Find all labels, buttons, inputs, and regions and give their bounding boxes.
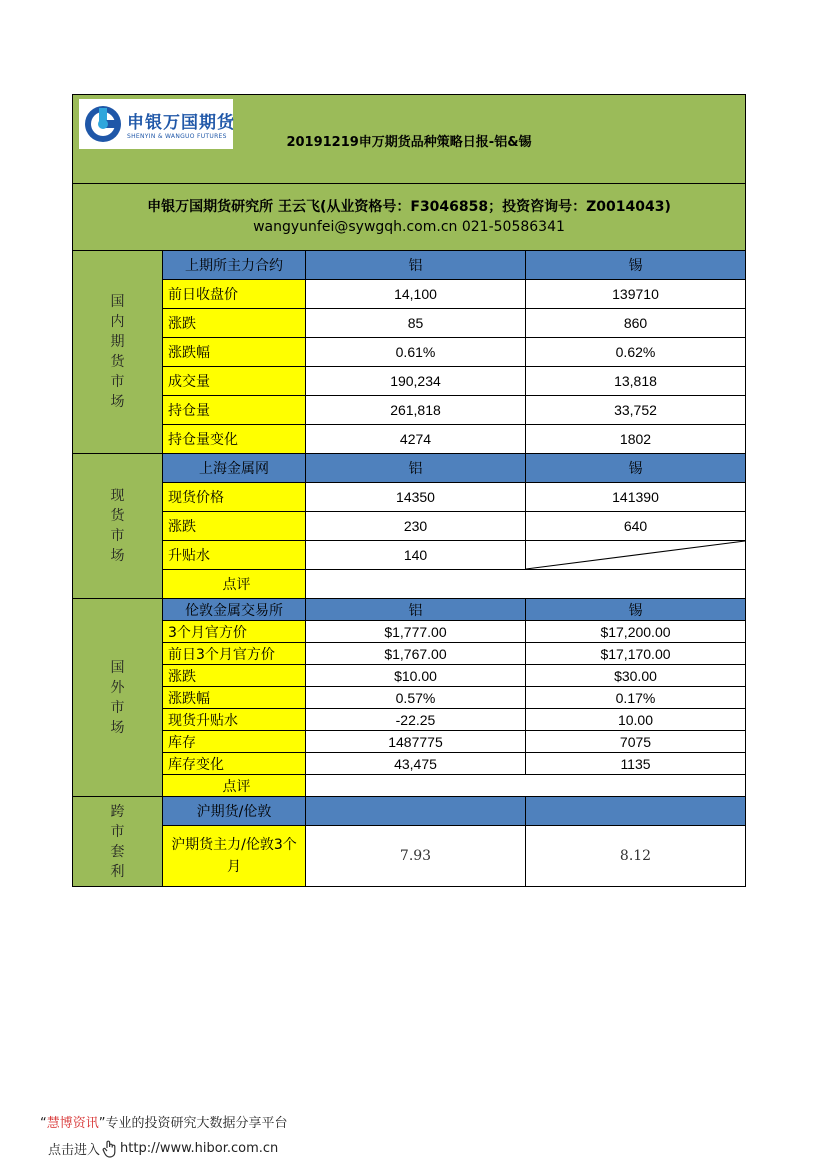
domestic-header-al: 铝 [306, 251, 526, 280]
value-sn-empty [526, 541, 746, 570]
row-label: 沪期货主力/伦敦3个月 [163, 826, 306, 887]
row-label: 库存变化 [163, 753, 306, 775]
domestic-header-row [73, 251, 746, 280]
table-row [73, 309, 746, 338]
value-sn: 0.62% [526, 338, 746, 367]
domestic-section-label: 国 内 期 货 市 场 [73, 251, 163, 454]
table-row [73, 753, 746, 775]
logo-text-cn: 申银万国期货 [127, 113, 235, 133]
report-title: 20191219申万期货品种策略日报-铝&锡 [286, 135, 532, 150]
table-row [73, 541, 746, 570]
value-al: 140 [306, 541, 526, 570]
row-label: 持仓量变化 [163, 425, 306, 454]
table-row [73, 709, 746, 731]
row-label: 涨跌 [163, 309, 306, 338]
footer-link-line[interactable] [48, 1139, 288, 1158]
table-row [73, 512, 746, 541]
value-al: 85 [306, 309, 526, 338]
table-row [73, 396, 746, 425]
value-sn: 1802 [526, 425, 746, 454]
value-al: 14350 [306, 483, 526, 512]
table-row [73, 280, 746, 309]
footer-slogan-line [40, 1112, 288, 1131]
row-label: 升贴水 [163, 541, 306, 570]
footer-brand: 慧博资讯 [46, 1116, 99, 1131]
value-al: 261,818 [306, 396, 526, 425]
table-row [73, 483, 746, 512]
comment-label: 点评 [163, 570, 306, 599]
value-al: $10.00 [306, 665, 526, 687]
value-sn: 139710 [526, 280, 746, 309]
logo-text-en: SHENYIN & WANGUO FUTURES [127, 133, 227, 140]
strategy-report-table [72, 94, 746, 887]
arbitrage-header-al [306, 797, 526, 826]
value-sn: 13,818 [526, 367, 746, 396]
table-row [73, 367, 746, 396]
value-sn: 7075 [526, 731, 746, 753]
pointer-hand-icon[interactable] [102, 1140, 118, 1158]
value-sn: 640 [526, 512, 746, 541]
author-line: 申银万国期货研究所 王云飞(从业资格号：F3046858；投资咨询号：Z0014043) [147, 199, 671, 215]
footer [40, 1112, 288, 1158]
value-sn: 10.00 [526, 709, 746, 731]
value-sn: 141390 [526, 483, 746, 512]
spot-section-label: 现 货 市 场 [73, 454, 163, 599]
spot-header-source: 上海金属网 [163, 454, 306, 483]
row-label: 涨跌 [163, 512, 306, 541]
row-label: 成交量 [163, 367, 306, 396]
row-label: 库存 [163, 731, 306, 753]
spot-comment-row [73, 570, 746, 599]
row-label: 前日收盘价 [163, 280, 306, 309]
footer-url-link[interactable]: http://www.hibor.com.cn [120, 1141, 279, 1156]
row-label: 持仓量 [163, 396, 306, 425]
row-label: 现货价格 [163, 483, 306, 512]
domestic-header-exchange: 上期所主力合约 [163, 251, 306, 280]
value-sn: 0.17% [526, 687, 746, 709]
value-al: 0.61% [306, 338, 526, 367]
domestic-header-sn: 锡 [526, 251, 746, 280]
value-al: 230 [306, 512, 526, 541]
arbitrage-header-label: 沪期货/伦敦 [163, 797, 306, 826]
spot-header-row [73, 454, 746, 483]
value-sn: 8.12 [526, 826, 746, 887]
foreign-header-exchange: 伦敦金属交易所 [163, 599, 306, 621]
author-info-cell [73, 184, 746, 251]
row-label: 涨跌幅 [163, 338, 306, 367]
row-label: 前日3个月官方价 [163, 643, 306, 665]
value-sn: 33,752 [526, 396, 746, 425]
value-al: 7.93 [306, 826, 526, 887]
arbitrage-section-label: 跨 市 套 利 [73, 797, 163, 887]
author-info-row [73, 184, 746, 251]
row-label: 3个月官方价 [163, 621, 306, 643]
value-al: $1,777.00 [306, 621, 526, 643]
foreign-header-row [73, 599, 746, 621]
diagonal-strike [526, 541, 745, 569]
value-al: 4274 [306, 425, 526, 454]
value-al: 14,100 [306, 280, 526, 309]
table-row [73, 687, 746, 709]
title-row [73, 95, 746, 184]
row-label: 现货升贴水 [163, 709, 306, 731]
row-label: 涨跌 [163, 665, 306, 687]
foreign-section-label: 国 外 市 场 [73, 599, 163, 797]
quote-open: “ [40, 1116, 47, 1131]
comment-label: 点评 [163, 775, 306, 797]
table-row [73, 621, 746, 643]
foreign-comment-row [73, 775, 746, 797]
footer-slogan: 专业的投资研究大数据分享平台 [105, 1116, 288, 1131]
foreign-comment [306, 775, 746, 797]
value-al: -22.25 [306, 709, 526, 731]
footer-enter-text[interactable]: 点击进入 [48, 1143, 101, 1158]
table-row [73, 338, 746, 367]
arbitrage-header-row [73, 797, 746, 826]
table-row [73, 425, 746, 454]
table-row [73, 826, 746, 887]
value-al: 0.57% [306, 687, 526, 709]
table-row [73, 665, 746, 687]
value-sn: $17,200.00 [526, 621, 746, 643]
value-sn: $17,170.00 [526, 643, 746, 665]
foreign-header-al: 铝 [306, 599, 526, 621]
foreign-header-sn: 锡 [526, 599, 746, 621]
value-sn: 860 [526, 309, 746, 338]
spot-header-sn: 锡 [526, 454, 746, 483]
value-sn: $30.00 [526, 665, 746, 687]
table-row [73, 731, 746, 753]
arbitrage-header-sn [526, 797, 746, 826]
contact-line: wangyunfei@sywgqh.com.cn 021-50586341 [253, 219, 565, 235]
row-label: 涨跌幅 [163, 687, 306, 709]
value-al: 43,475 [306, 753, 526, 775]
spot-comment [306, 570, 746, 599]
value-al: 190,234 [306, 367, 526, 396]
value-sn: 1135 [526, 753, 746, 775]
value-al: 1487775 [306, 731, 526, 753]
title-cell [73, 95, 746, 184]
quote-close: ” [98, 1116, 106, 1131]
table-row [73, 643, 746, 665]
value-al: $1,767.00 [306, 643, 526, 665]
spot-header-al: 铝 [306, 454, 526, 483]
